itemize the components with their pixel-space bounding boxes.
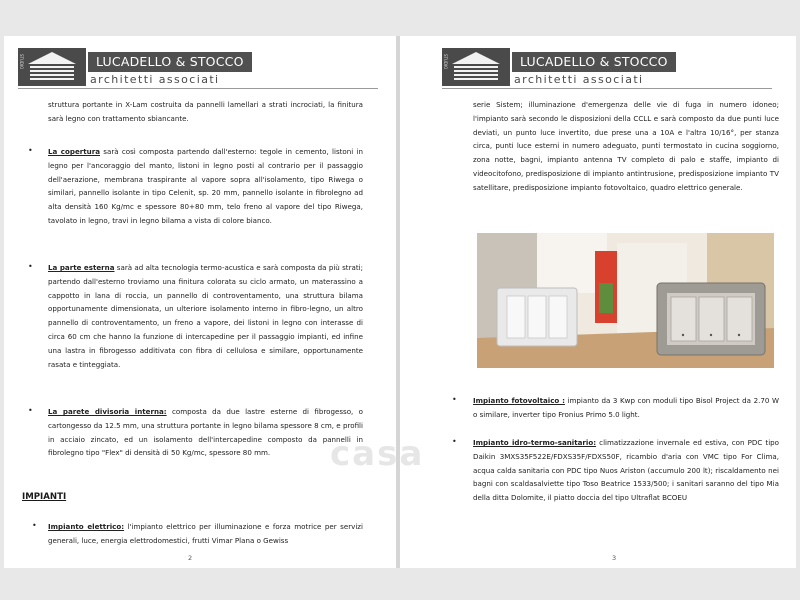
bullet: • [28, 146, 33, 155]
logo-subtitle: architetti associati [514, 73, 644, 86]
switch-plates-photo [477, 233, 774, 368]
bullet: • [452, 437, 457, 446]
bullet: • [28, 406, 33, 415]
logo-name: LUCADELLO & STOCCO [88, 52, 252, 72]
paragraph-impianto-elettrico: Impianto elettrico: l'impianto elettrico per illuminazione e forza motrice per servizi generali, luce, energia elettrodomestici, frutti Vimar Plana o Gewiss [48, 522, 363, 545]
document-page-right [400, 36, 796, 568]
heading-impianto-elettrico: Impianto elettrico: [48, 522, 125, 531]
paragraph-parte-esterna: La parte esterna sarà ad alta tecnologia termo-acustica e sarà composta da più strati; partendo dall'esterno troviamo una finitura colorata su ciclo armato, un materassino a cappotto in lana di roccia, un pannello di controventamento, una struttura bilama opportunamente dimensionata, un ulteriore isolamento interno in fibro-legno, un altro pannello di controventamento, un freno a vapore, dei listoni in legno con interasse di circa 60 cm che hanno la funzione di intercapedine per il passaggio impianti, ed infine una lastra in fibrogesso additivata con fibra di cellulosa e similare, opportunamente rasata e tinteggiata. [48, 263, 363, 369]
heading-impianto-fotovoltaico: Impianto fotovoltaico : [473, 396, 565, 405]
bullet: • [32, 521, 37, 530]
page-number: 2 [188, 554, 193, 562]
paragraph-copertura: La copertura sarà così composta partendo dall'esterno: tegole in cemento, listoni in legno per l'ancoraggio del manto, listoni in legno posti al contrario per il passaggio dell'aerazione, membrana traspirante al vapore sopra all'isolamento, tipo Riwega o similari, pannello isolante in tipo Celenit, sp. 20 mm, pannello isolante in fibrolegno ad alta densità 160 Kg/mc e spessore 80+80 mm, telo freno al vapore del tipo Riwega, tavolato in legno, travi in legno bilama a vista di colore bianco. [48, 147, 363, 225]
logo-subtitle: architetti associati [90, 73, 220, 86]
heading-parete-divisoria: La parete divisoria interna: [48, 407, 167, 416]
paragraph-impianto-fotovoltaico: Impianto fotovoltaico : impianto da 3 Kwp con moduli tipo Bisol Project da 2.70 W o similare, inverter tipo Fronius Primo 5.0 light. [473, 396, 779, 419]
paragraph-impianto-idro-termo-sanitario: Impianto idro-termo-sanitario: climatizzazione invernale ed estiva, con PDC tipo Daikin 3MXS35F522E/FDXS35F/FDXS50F, ricambio d'aria con VMC tipo For Clima, acqua calda sanitaria con PDC tipo Nuos Ariston (accumulo 200 lt); riscaldamento nei bagni con scaldasalviette tipo Toso Beatrice 1533/500; i sanitari saranno del tipo Mia della ditta Dolomite, il piatto doccia del tipo Ultraflat BCOEU [473, 438, 780, 503]
heading-impianto-idro-termo-sanitario: Impianto idro-termo-sanitario: [473, 438, 597, 447]
paragraph-impianto-elettrico-continued: serie Sistem; illuminazione d'emergenza delle vie di fuga in numero idoneo; l'impianto sarà secondo le disposizioni della CCLL e sarà composto da due punti luce deviati, un punto luce invertito, due prese una a 10A e l'altra 10/16°, per stanza circa, punti luce esterni in numero adeguato, punti termostato in cucina soggiorno, zona notte, bagni, impianto antenna TV completo di palo e staffe, impianto di videocitofono, predisposizione di impianto antintrusione, predisposizione impianto TV satellitare, predisposizione impianto fotovoltaico, quadro elettrico generale. [473, 100, 779, 192]
watermark-text: casa [330, 434, 425, 474]
section-title-impianti: IMPIANTI [22, 492, 67, 502]
heading-parte-esterna: La parte esterna [48, 263, 115, 272]
header-rule [18, 88, 378, 89]
bullet: • [452, 395, 457, 404]
bullet: • [28, 262, 33, 271]
header-rule [442, 88, 772, 89]
logo-mark-icon: STUDIO [18, 48, 86, 86]
paragraph-intro: struttura portante in X-Lam costruita da pannelli lamellari a strati incrociati, la finitura sarà legno con trattamento sbiancante. [48, 100, 363, 123]
heading-copertura: La copertura [48, 147, 100, 156]
logo-name: LUCADELLO & STOCCO [512, 52, 676, 72]
paragraph-parete-divisoria: La parete divisoria interna: composta da due lastre esterne di fibrogesso, o cartongesso da 12.5 mm, una struttura portante in legno bilama spessore 8 cm, e profili in acciaio zincato, ed un isolamento dell'intercapedine composto da pannelli in fibrolegno tipo "Flex" di densità di 50 Kg/mc, spessore 80 mm. [48, 407, 363, 458]
document-page-left [4, 36, 396, 568]
logo-mark-icon: STUDIO [442, 48, 510, 86]
page-number: 3 [612, 554, 617, 562]
